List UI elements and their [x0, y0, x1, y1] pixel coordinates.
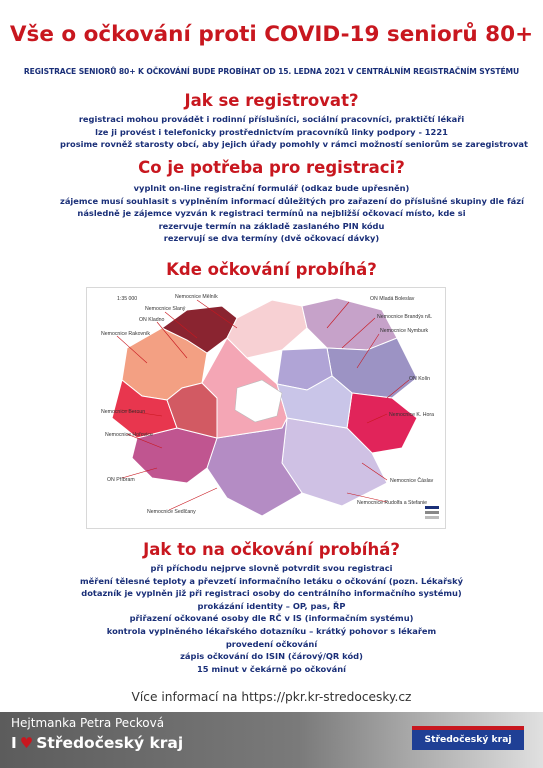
heading-needs: Co je potřeba pro registraci? [138, 158, 405, 177]
map-label: Nemocnice Slaný [145, 306, 186, 312]
footer [0, 712, 543, 768]
map-label: Nemocnice Rakovník [101, 331, 151, 337]
map-label: Nemocnice Brandýs n/L [377, 314, 433, 320]
how-line: kontrola vyplněného lékařského dotazníku – krátký pohovor s lékařem [106, 625, 437, 636]
register-info [60, 113, 528, 151]
how-line: měření tělesné teploty a převzetí informačního letáku o očkování (pozn. Lékařský dotazník je vyplněn již při registraci osoby do centrálního informačního systému) [79, 575, 464, 599]
how-line: 15 minut v čekárně po očkování [197, 663, 346, 674]
vaccination-map [86, 287, 446, 529]
page-title: Vše o očkování proti COVID-19 seniorů 80+ [9, 22, 534, 47]
map-label: Nemocnice Hořovice [105, 432, 153, 438]
how-line: při příchodu nejprve slovně potvrdit svou registraci [150, 563, 393, 573]
map-label: ON Kladno [139, 317, 165, 323]
how-line: provedení očkování [225, 638, 318, 649]
needs-line: vyplnit on-line registrační formulář (odkaz bude upřesněn) [133, 183, 410, 193]
map-label: Nemocnice Čáslav [390, 478, 434, 484]
map-label: Nemocnice Beroun [101, 409, 146, 415]
needs-line: rezervují se dva termíny (dvě očkovací dávky) [163, 233, 380, 244]
registration-notice: REGISTRACE SENIORŮ 80+ K OČKOVÁNÍ BUDE PROBÍHAT OD 15. LEDNA 2021 V CENTRÁLNÍM REGISTRAČNÍM SYSTÉMU [23, 67, 520, 76]
how-info [60, 562, 483, 675]
register-line: lze ji provést i telefonicky prostřednictvím pracovníků linky podpory - 1221 [95, 126, 448, 137]
map-label: Nemocnice K. Hora [389, 412, 434, 418]
map-label: ON Příbram [107, 477, 135, 483]
region-logo [11, 734, 183, 752]
needs-line: zájemce musí souhlasit s vyplněním informací důležitých pro zařazení do příslušné skupiny dle fází [60, 195, 524, 206]
region-badge: Středočeský kraj [412, 726, 524, 750]
map-label: ON Kolín [409, 376, 431, 382]
needs-info [60, 182, 524, 245]
heading-how: Jak to na očkování probíhá? [143, 540, 400, 559]
map-region [302, 298, 397, 350]
more-info-link[interactable]: Více informací na https://pkr.kr-stredocesky.cz [131, 690, 412, 704]
map-label: Nemocnice Rudolfa a Stefanie [357, 500, 428, 506]
heart-icon: ♥ [19, 734, 34, 752]
map-label: ON Mladá Boleslav [370, 296, 415, 302]
map-legend [425, 506, 439, 519]
how-line: zápis očkování do ISIN (čárový/QR kód) [180, 651, 363, 662]
heading-where: Kde očkování probíhá? [166, 260, 377, 279]
register-line: prosime rovněž starosty obcí, aby jejich úřady pomohly v rámci možností seniorům se zaregistrovat [60, 139, 528, 150]
register-line: registraci mohou provádět i rodinní příslušníci, sociální pracovníci, praktičtí lékaři [78, 114, 465, 124]
map-label: Nemocnice Nymburk [380, 328, 429, 334]
needs-line: následně je zájemce vyzván k registraci termínů na nejbližší očkovací místo, kde si rezervuje termín na základě zaslaného PIN kódu [77, 208, 466, 231]
map-figure [87, 288, 445, 528]
region-name: Středočeský kraj [36, 734, 184, 752]
map-label: Nemocnice Sedlčany [147, 509, 196, 515]
heading-register: Jak se registrovat? [184, 91, 359, 110]
map-scale: 1:35 000 [117, 296, 138, 302]
i-letter: I [11, 734, 17, 752]
map-label: Nemocnice Mělník [175, 294, 218, 300]
governor-name: Hejtmanka Petra Pecková [11, 716, 165, 730]
how-line: přiřazení očkované osoby dle RČ v IS (informačním systému) [129, 613, 414, 624]
how-line: prokázání identity – OP, pas, ŘP [197, 600, 346, 611]
